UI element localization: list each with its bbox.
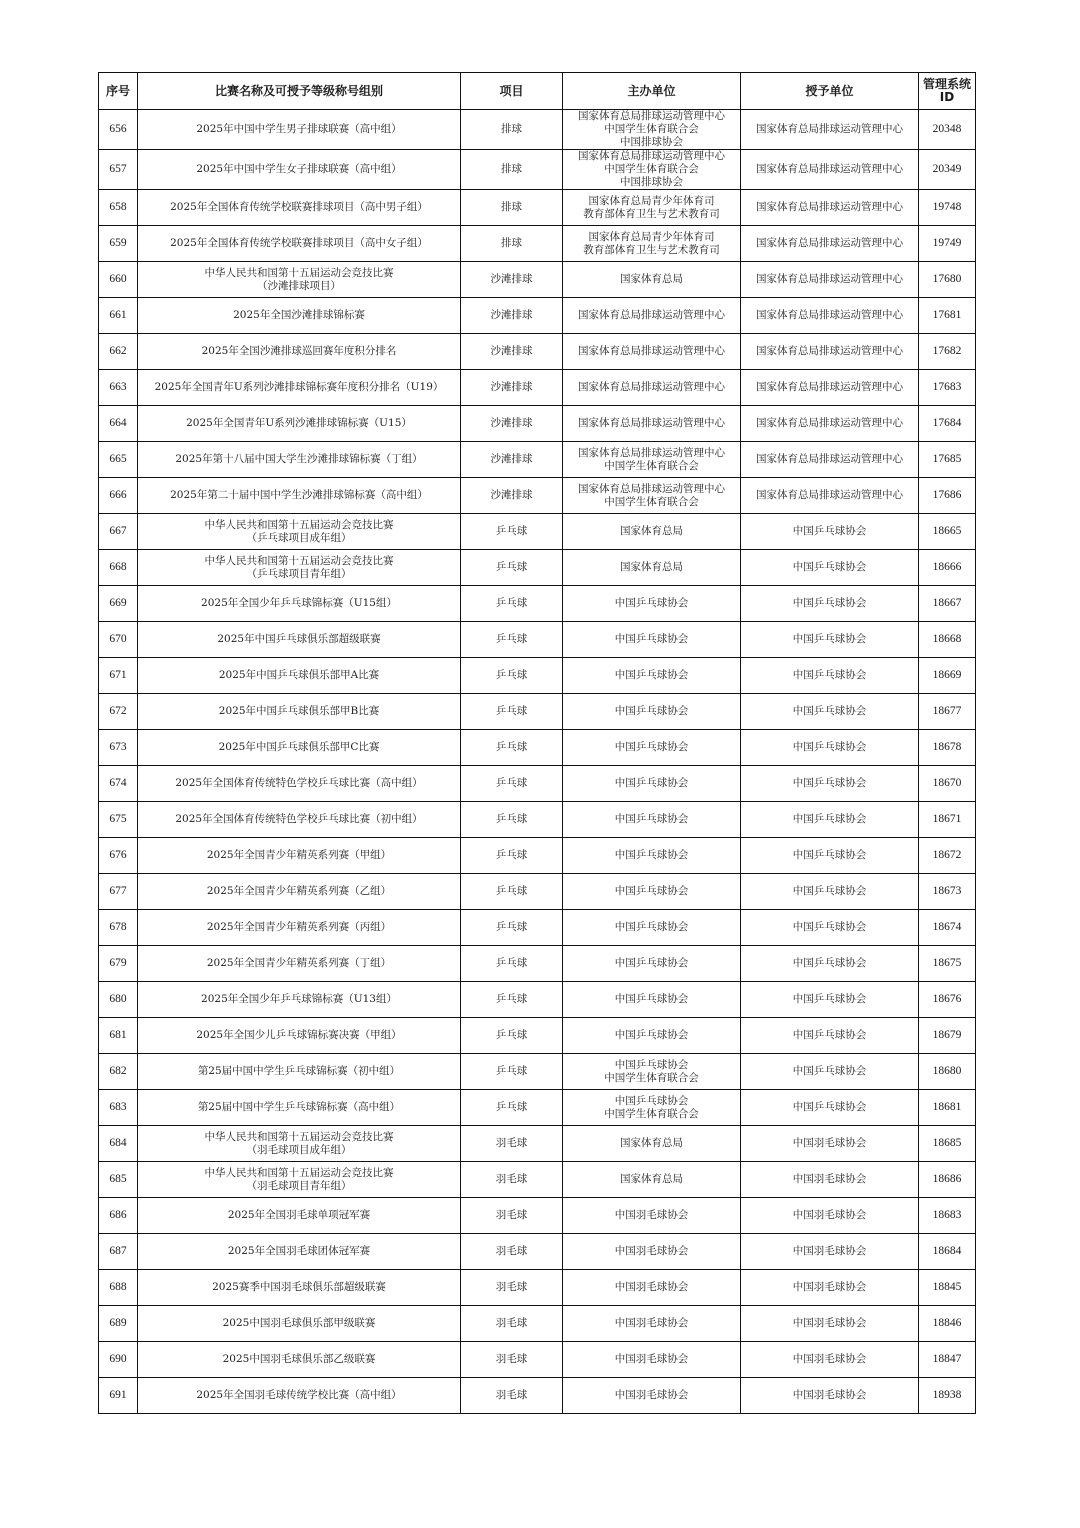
- cell-system-id: 18683: [919, 1198, 976, 1234]
- cell-competition-name: 第25届中国中学生乒乓球锦标赛（高中组）: [138, 1090, 461, 1126]
- header-competition-name: 比赛名称及可授予等级称号组别: [138, 73, 461, 110]
- cell-system-id: 18679: [919, 1018, 976, 1054]
- cell-host-organization: 中国羽毛球协会: [563, 1342, 741, 1378]
- cell-system-id: 18680: [919, 1054, 976, 1090]
- cell-sport: 排球: [461, 110, 563, 150]
- cell-sport: 沙滩排球: [461, 406, 563, 442]
- cell-sport: 羽毛球: [461, 1270, 563, 1306]
- cell-competition-name: 2025赛季中国羽毛球俱乐部超级联赛: [138, 1270, 461, 1306]
- cell-host-organization: 中国乒乓球协会: [563, 802, 741, 838]
- cell-competition-name: 2025年全国青年U系列沙滩排球锦标赛（U15）: [138, 406, 461, 442]
- cell-competition-name: 2025年中国中学生男子排球联赛（高中组）: [138, 110, 461, 150]
- cell-serial-number: 672: [99, 694, 138, 730]
- cell-system-id: 18685: [919, 1126, 976, 1162]
- cell-host-organization: 中国乒乓球协会: [563, 694, 741, 730]
- cell-sport: 羽毛球: [461, 1126, 563, 1162]
- table-row: [99, 1018, 976, 1054]
- cell-sport: 乒乓球: [461, 982, 563, 1018]
- cell-sport: 乒乓球: [461, 766, 563, 802]
- cell-system-id: 18676: [919, 982, 976, 1018]
- cell-system-id: 18667: [919, 586, 976, 622]
- cell-sport: 沙滩排球: [461, 370, 563, 406]
- cell-system-id: 18938: [919, 1378, 976, 1414]
- cell-system-id: 17680: [919, 262, 976, 298]
- cell-system-id: 18669: [919, 658, 976, 694]
- cell-serial-number: 686: [99, 1198, 138, 1234]
- cell-granting-organization: 中国羽毛球协会: [741, 1126, 919, 1162]
- cell-sport: 乒乓球: [461, 586, 563, 622]
- cell-competition-name: 2025年全国少年乒乓球锦标赛（U13组）: [138, 982, 461, 1018]
- cell-host-organization: 中国羽毛球协会: [563, 1378, 741, 1414]
- cell-competition-name: 2025年第二十届中国中学生沙滩排球锦标赛（高中组）: [138, 478, 461, 514]
- cell-competition-name: 中华人民共和国第十五届运动会竞技比赛 （羽毛球项目成年组）: [138, 1126, 461, 1162]
- cell-host-organization: 国家体育总局排球运动管理中心 中国学生体育联合会: [563, 442, 741, 478]
- cell-sport: 乒乓球: [461, 658, 563, 694]
- table-row: [99, 550, 976, 586]
- cell-granting-organization: 中国羽毛球协会: [741, 1342, 919, 1378]
- cell-sport: 排球: [461, 226, 563, 262]
- table-row: [99, 150, 976, 190]
- table-row: [99, 982, 976, 1018]
- cell-sport: 乒乓球: [461, 1054, 563, 1090]
- cell-host-organization: 中国羽毛球协会: [563, 1306, 741, 1342]
- cell-competition-name: 2025年中国中学生女子排球联赛（高中组）: [138, 150, 461, 190]
- table-row: [99, 298, 976, 334]
- cell-host-organization: 国家体育总局排球运动管理中心: [563, 334, 741, 370]
- cell-host-organization: 中国乒乓球协会 中国学生体育联合会: [563, 1090, 741, 1126]
- header-row: [99, 73, 976, 110]
- cell-serial-number: 684: [99, 1126, 138, 1162]
- cell-granting-organization: 国家体育总局排球运动管理中心: [741, 478, 919, 514]
- table-row: [99, 766, 976, 802]
- table-row: [99, 694, 976, 730]
- cell-competition-name: 第25届中国中学生乒乓球锦标赛（初中组）: [138, 1054, 461, 1090]
- cell-granting-organization: 中国乒乓球协会: [741, 766, 919, 802]
- cell-granting-organization: 中国乒乓球协会: [741, 730, 919, 766]
- cell-granting-organization: 国家体育总局排球运动管理中心: [741, 370, 919, 406]
- cell-competition-name: 2025年全国羽毛球传统学校比赛（高中组）: [138, 1378, 461, 1414]
- cell-sport: 乒乓球: [461, 838, 563, 874]
- table-row: [99, 262, 976, 298]
- cell-competition-name: 中华人民共和国第十五届运动会竞技比赛 （羽毛球项目青年组）: [138, 1162, 461, 1198]
- cell-host-organization: 国家体育总局: [563, 514, 741, 550]
- cell-serial-number: 677: [99, 874, 138, 910]
- cell-granting-organization: 国家体育总局排球运动管理中心: [741, 226, 919, 262]
- cell-serial-number: 689: [99, 1306, 138, 1342]
- header-sport: 项目: [461, 73, 563, 110]
- table-row: [99, 946, 976, 982]
- cell-sport: 乒乓球: [461, 514, 563, 550]
- cell-host-organization: 国家体育总局: [563, 262, 741, 298]
- cell-sport: 沙滩排球: [461, 298, 563, 334]
- cell-competition-name: 2025年全国体育传统学校联赛排球项目（高中男子组）: [138, 190, 461, 226]
- table-row: [99, 1162, 976, 1198]
- cell-host-organization: 中国乒乓球协会: [563, 586, 741, 622]
- cell-granting-organization: 中国乒乓球协会: [741, 946, 919, 982]
- cell-serial-number: 680: [99, 982, 138, 1018]
- cell-host-organization: 中国乒乓球协会 中国学生体育联合会: [563, 1054, 741, 1090]
- cell-host-organization: 中国乒乓球协会: [563, 1018, 741, 1054]
- cell-serial-number: 658: [99, 190, 138, 226]
- cell-competition-name: 2025年全国体育传统特色学校乒乓球比赛（初中组）: [138, 802, 461, 838]
- cell-granting-organization: 国家体育总局排球运动管理中心: [741, 110, 919, 150]
- cell-serial-number: 691: [99, 1378, 138, 1414]
- cell-granting-organization: 国家体育总局排球运动管理中心: [741, 150, 919, 190]
- cell-system-id: 18847: [919, 1342, 976, 1378]
- cell-host-organization: 中国羽毛球协会: [563, 1234, 741, 1270]
- cell-competition-name: 2025年全国青少年精英系列赛（丁组）: [138, 946, 461, 982]
- cell-serial-number: 679: [99, 946, 138, 982]
- cell-sport: 沙滩排球: [461, 478, 563, 514]
- header-host-organization: 主办单位: [563, 73, 741, 110]
- cell-sport: 羽毛球: [461, 1234, 563, 1270]
- table-row: [99, 226, 976, 262]
- cell-granting-organization: 中国羽毛球协会: [741, 1162, 919, 1198]
- cell-system-id: 18677: [919, 694, 976, 730]
- cell-serial-number: 675: [99, 802, 138, 838]
- cell-sport: 沙滩排球: [461, 262, 563, 298]
- cell-sport: 乒乓球: [461, 802, 563, 838]
- cell-sport: 乒乓球: [461, 694, 563, 730]
- cell-granting-organization: 国家体育总局排球运动管理中心: [741, 406, 919, 442]
- cell-system-id: 18672: [919, 838, 976, 874]
- cell-sport: 乒乓球: [461, 550, 563, 586]
- cell-sport: 羽毛球: [461, 1342, 563, 1378]
- table-row: [99, 802, 976, 838]
- cell-sport: 乒乓球: [461, 946, 563, 982]
- cell-granting-organization: 中国羽毛球协会: [741, 1306, 919, 1342]
- cell-competition-name: 中华人民共和国第十五届运动会竞技比赛 （乒乓球项目成年组）: [138, 514, 461, 550]
- cell-serial-number: 657: [99, 150, 138, 190]
- cell-host-organization: 中国乒乓球协会: [563, 982, 741, 1018]
- cell-system-id: 18678: [919, 730, 976, 766]
- table-row: [99, 514, 976, 550]
- cell-host-organization: 国家体育总局排球运动管理中心: [563, 406, 741, 442]
- cell-sport: 乒乓球: [461, 1018, 563, 1054]
- cell-competition-name: 2025年全国青少年精英系列赛（乙组）: [138, 874, 461, 910]
- table-row: [99, 478, 976, 514]
- cell-granting-organization: 国家体育总局排球运动管理中心: [741, 298, 919, 334]
- cell-competition-name: 2025年中国乒乓球俱乐部超级联赛: [138, 622, 461, 658]
- cell-competition-name: 2025年中国乒乓球俱乐部甲B比赛: [138, 694, 461, 730]
- cell-serial-number: 665: [99, 442, 138, 478]
- cell-sport: 排球: [461, 190, 563, 226]
- cell-host-organization: 中国乒乓球协会: [563, 730, 741, 766]
- cell-system-id: 18681: [919, 1090, 976, 1126]
- cell-sport: 乒乓球: [461, 874, 563, 910]
- cell-host-organization: 国家体育总局排球运动管理中心 中国学生体育联合会: [563, 478, 741, 514]
- table-row: [99, 658, 976, 694]
- cell-competition-name: 2025年全国体育传统特色学校乒乓球比赛（高中组）: [138, 766, 461, 802]
- cell-serial-number: 685: [99, 1162, 138, 1198]
- cell-host-organization: 国家体育总局: [563, 550, 741, 586]
- cell-system-id: 17686: [919, 478, 976, 514]
- cell-sport: 排球: [461, 150, 563, 190]
- cell-system-id: 18673: [919, 874, 976, 910]
- cell-system-id: 18686: [919, 1162, 976, 1198]
- cell-competition-name: 2025年全国沙滩排球锦标赛: [138, 298, 461, 334]
- cell-host-organization: 中国乒乓球协会: [563, 838, 741, 874]
- cell-host-organization: 国家体育总局青少年体育司 教育部体育卫生与艺术教育司: [563, 226, 741, 262]
- cell-competition-name: 中华人民共和国第十五届运动会竞技比赛 （沙滩排球项目）: [138, 262, 461, 298]
- cell-competition-name: 2025年全国青年U系列沙滩排球锦标赛年度积分排名（U19）: [138, 370, 461, 406]
- cell-system-id: 18670: [919, 766, 976, 802]
- cell-serial-number: 678: [99, 910, 138, 946]
- cell-serial-number: 671: [99, 658, 138, 694]
- cell-sport: 羽毛球: [461, 1198, 563, 1234]
- cell-competition-name: 2025年全国沙滩排球巡回赛年度积分排名: [138, 334, 461, 370]
- cell-granting-organization: 中国乒乓球协会: [741, 622, 919, 658]
- cell-granting-organization: 国家体育总局排球运动管理中心: [741, 442, 919, 478]
- table-header: [99, 73, 976, 110]
- table-row: [99, 1378, 976, 1414]
- cell-system-id: 19749: [919, 226, 976, 262]
- cell-system-id: 19748: [919, 190, 976, 226]
- cell-serial-number: 664: [99, 406, 138, 442]
- cell-system-id: 20348: [919, 110, 976, 150]
- table-row: [99, 190, 976, 226]
- cell-serial-number: 682: [99, 1054, 138, 1090]
- cell-host-organization: 国家体育总局排球运动管理中心: [563, 370, 741, 406]
- cell-competition-name: 中华人民共和国第十五届运动会竞技比赛 （乒乓球项目青年组）: [138, 550, 461, 586]
- cell-serial-number: 690: [99, 1342, 138, 1378]
- cell-granting-organization: 中国乒乓球协会: [741, 550, 919, 586]
- table-row: [99, 370, 976, 406]
- cell-host-organization: 中国乒乓球协会: [563, 946, 741, 982]
- cell-sport: 沙滩排球: [461, 442, 563, 478]
- cell-sport: 乒乓球: [461, 1090, 563, 1126]
- cell-serial-number: 660: [99, 262, 138, 298]
- cell-system-id: 18674: [919, 910, 976, 946]
- cell-granting-organization: 中国乒乓球协会: [741, 1054, 919, 1090]
- cell-competition-name: 2025年全国少年乒乓球锦标赛（U15组）: [138, 586, 461, 622]
- table-row: [99, 1234, 976, 1270]
- table-row: [99, 910, 976, 946]
- cell-granting-organization: 中国羽毛球协会: [741, 1198, 919, 1234]
- table-row: [99, 1198, 976, 1234]
- cell-system-id: 18684: [919, 1234, 976, 1270]
- cell-serial-number: 661: [99, 298, 138, 334]
- cell-granting-organization: 国家体育总局排球运动管理中心: [741, 190, 919, 226]
- cell-host-organization: 中国羽毛球协会: [563, 1270, 741, 1306]
- table-row: [99, 1342, 976, 1378]
- cell-serial-number: 659: [99, 226, 138, 262]
- cell-competition-name: 2025年全国少儿乒乓球锦标赛决赛（甲组）: [138, 1018, 461, 1054]
- cell-host-organization: 国家体育总局青少年体育司 教育部体育卫生与艺术教育司: [563, 190, 741, 226]
- competition-table-container: [98, 72, 975, 1414]
- cell-host-organization: 中国乒乓球协会: [563, 766, 741, 802]
- cell-sport: 羽毛球: [461, 1378, 563, 1414]
- cell-serial-number: 676: [99, 838, 138, 874]
- cell-granting-organization: 中国乒乓球协会: [741, 658, 919, 694]
- table-row: [99, 334, 976, 370]
- cell-host-organization: 中国乒乓球协会: [563, 910, 741, 946]
- cell-host-organization: 中国乒乓球协会: [563, 658, 741, 694]
- cell-granting-organization: 中国乒乓球协会: [741, 838, 919, 874]
- cell-granting-organization: 中国乒乓球协会: [741, 694, 919, 730]
- cell-serial-number: 666: [99, 478, 138, 514]
- header-granting-organization: 授予单位: [741, 73, 919, 110]
- cell-competition-name: 2025中国羽毛球俱乐部乙级联赛: [138, 1342, 461, 1378]
- cell-serial-number: 669: [99, 586, 138, 622]
- cell-host-organization: 国家体育总局排球运动管理中心 中国学生体育联合会 中国排球协会: [563, 150, 741, 190]
- table-row: [99, 1054, 976, 1090]
- cell-serial-number: 674: [99, 766, 138, 802]
- cell-granting-organization: 国家体育总局排球运动管理中心: [741, 262, 919, 298]
- cell-granting-organization: 中国乒乓球协会: [741, 982, 919, 1018]
- table-row: [99, 1126, 976, 1162]
- table-row: [99, 586, 976, 622]
- cell-granting-organization: 中国羽毛球协会: [741, 1234, 919, 1270]
- cell-sport: 羽毛球: [461, 1162, 563, 1198]
- cell-host-organization: 国家体育总局排球运动管理中心: [563, 298, 741, 334]
- cell-competition-name: 2025年全国青少年精英系列赛（甲组）: [138, 838, 461, 874]
- cell-system-id: 18665: [919, 514, 976, 550]
- cell-granting-organization: 中国乒乓球协会: [741, 802, 919, 838]
- table-row: [99, 730, 976, 766]
- competition-table: [98, 72, 976, 1414]
- cell-host-organization: 中国乒乓球协会: [563, 874, 741, 910]
- cell-sport: 乒乓球: [461, 910, 563, 946]
- cell-system-id: 17681: [919, 298, 976, 334]
- cell-serial-number: 673: [99, 730, 138, 766]
- table-row: [99, 110, 976, 150]
- table-row: [99, 442, 976, 478]
- table-row: [99, 622, 976, 658]
- table-row: [99, 1090, 976, 1126]
- cell-host-organization: 中国乒乓球协会: [563, 622, 741, 658]
- cell-sport: 羽毛球: [461, 1306, 563, 1342]
- cell-host-organization: 国家体育总局: [563, 1126, 741, 1162]
- cell-serial-number: 667: [99, 514, 138, 550]
- cell-competition-name: 2025年全国体育传统学校联赛排球项目（高中女子组）: [138, 226, 461, 262]
- cell-system-id: 18675: [919, 946, 976, 982]
- table-body: [99, 110, 976, 1414]
- table-row: [99, 874, 976, 910]
- cell-competition-name: 2025年全国青少年精英系列赛（丙组）: [138, 910, 461, 946]
- table-row: [99, 838, 976, 874]
- cell-host-organization: 国家体育总局: [563, 1162, 741, 1198]
- cell-system-id: 20349: [919, 150, 976, 190]
- cell-system-id: 17684: [919, 406, 976, 442]
- cell-competition-name: 2025年中国乒乓球俱乐部甲A比赛: [138, 658, 461, 694]
- cell-granting-organization: 中国乒乓球协会: [741, 586, 919, 622]
- cell-serial-number: 687: [99, 1234, 138, 1270]
- cell-serial-number: 670: [99, 622, 138, 658]
- header-system-id: 管理系统 ID: [919, 73, 976, 110]
- cell-serial-number: 688: [99, 1270, 138, 1306]
- cell-granting-organization: 中国乒乓球协会: [741, 1018, 919, 1054]
- cell-host-organization: 国家体育总局排球运动管理中心 中国学生体育联合会 中国排球协会: [563, 110, 741, 150]
- cell-granting-organization: 中国乒乓球协会: [741, 514, 919, 550]
- cell-sport: 乒乓球: [461, 730, 563, 766]
- cell-system-id: 17683: [919, 370, 976, 406]
- cell-serial-number: 662: [99, 334, 138, 370]
- cell-system-id: 18668: [919, 622, 976, 658]
- cell-serial-number: 681: [99, 1018, 138, 1054]
- cell-granting-organization: 中国乒乓球协会: [741, 910, 919, 946]
- cell-system-id: 17682: [919, 334, 976, 370]
- cell-competition-name: 2025年全国羽毛球单项冠军赛: [138, 1198, 461, 1234]
- cell-serial-number: 683: [99, 1090, 138, 1126]
- table-row: [99, 406, 976, 442]
- cell-competition-name: 2025年中国乒乓球俱乐部甲C比赛: [138, 730, 461, 766]
- cell-serial-number: 656: [99, 110, 138, 150]
- cell-serial-number: 668: [99, 550, 138, 586]
- cell-competition-name: 2025中国羽毛球俱乐部甲级联赛: [138, 1306, 461, 1342]
- cell-system-id: 18846: [919, 1306, 976, 1342]
- cell-host-organization: 中国羽毛球协会: [563, 1198, 741, 1234]
- cell-granting-organization: 中国羽毛球协会: [741, 1378, 919, 1414]
- cell-system-id: 18671: [919, 802, 976, 838]
- cell-sport: 乒乓球: [461, 622, 563, 658]
- cell-system-id: 18666: [919, 550, 976, 586]
- cell-competition-name: 2025年全国羽毛球团体冠军赛: [138, 1234, 461, 1270]
- cell-granting-organization: 中国乒乓球协会: [741, 1090, 919, 1126]
- cell-granting-organization: 中国乒乓球协会: [741, 874, 919, 910]
- cell-granting-organization: 中国羽毛球协会: [741, 1270, 919, 1306]
- cell-system-id: 18845: [919, 1270, 976, 1306]
- cell-granting-organization: 国家体育总局排球运动管理中心: [741, 334, 919, 370]
- cell-sport: 沙滩排球: [461, 334, 563, 370]
- cell-system-id: 17685: [919, 442, 976, 478]
- table-row: [99, 1270, 976, 1306]
- header-serial-number: 序号: [99, 73, 138, 110]
- cell-serial-number: 663: [99, 370, 138, 406]
- table-row: [99, 1306, 976, 1342]
- cell-competition-name: 2025年第十八届中国大学生沙滩排球锦标赛（丁组）: [138, 442, 461, 478]
